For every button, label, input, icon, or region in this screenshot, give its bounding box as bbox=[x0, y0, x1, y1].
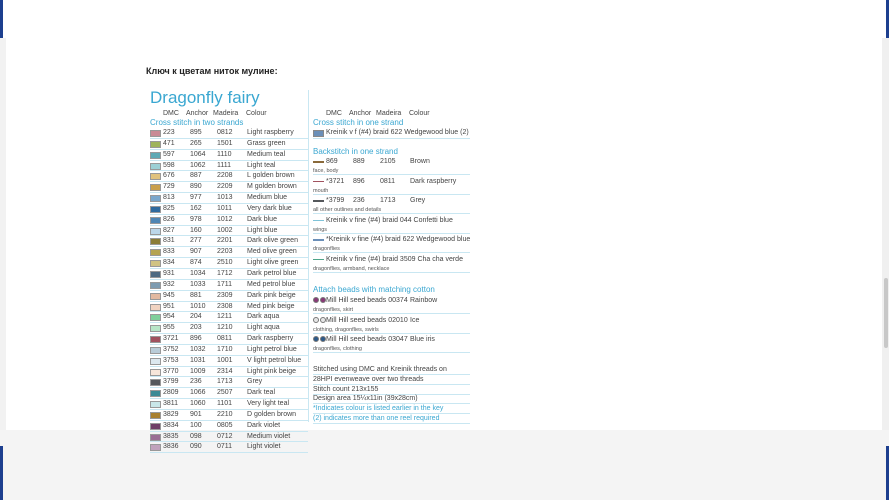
thread-row bbox=[150, 367, 308, 378]
usage-note: face, body bbox=[313, 168, 470, 175]
cross-one-subheading: Cross stitch in one strand bbox=[313, 118, 404, 127]
dmc-code: 954 bbox=[163, 313, 175, 321]
anchor-code: 907 bbox=[190, 248, 202, 256]
dmc-code: 825 bbox=[163, 204, 175, 212]
thread-swatch bbox=[150, 184, 161, 191]
anchor-code: 1032 bbox=[190, 345, 206, 353]
thread-swatch bbox=[150, 173, 161, 180]
thread-row bbox=[150, 182, 308, 193]
madeira-code: 1013 bbox=[217, 194, 233, 202]
thread-swatch bbox=[150, 336, 161, 343]
dmc-code: 3753 bbox=[163, 356, 179, 364]
dmc-code: 2809 bbox=[163, 389, 179, 397]
madeira-code: 0805 bbox=[217, 421, 233, 429]
backstitch-madeira: 2105 bbox=[380, 158, 396, 165]
kreinik-cross-row bbox=[313, 128, 470, 139]
anchor-code: 977 bbox=[190, 194, 202, 202]
thread-row bbox=[150, 312, 308, 323]
right-col-madeira: Madeira bbox=[376, 110, 402, 117]
usage-note: wings bbox=[313, 227, 470, 234]
thread-swatch bbox=[150, 444, 161, 451]
thread-swatch bbox=[150, 314, 161, 321]
backstitch-anchor: 889 bbox=[353, 158, 365, 165]
backstitch-dmc: *3721 bbox=[326, 177, 345, 185]
bead-row bbox=[313, 316, 470, 326]
colour-name: Light olive green bbox=[247, 259, 299, 267]
right-col-anchor: Anchor bbox=[349, 110, 372, 117]
madeira-code: 1501 bbox=[217, 139, 233, 147]
dmc-code: 3721 bbox=[163, 335, 179, 343]
right-col-colour: Colour bbox=[409, 110, 430, 117]
thread-row bbox=[150, 377, 308, 388]
madeira-code: 1001 bbox=[217, 356, 233, 364]
dmc-code: 471 bbox=[163, 139, 175, 147]
madeira-code: 1011 bbox=[217, 204, 233, 212]
bead-text: Mill Hill seed beads 00374 bbox=[326, 297, 408, 304]
thread-row bbox=[150, 150, 308, 161]
col-madeira: Madeira bbox=[213, 110, 239, 117]
backstitch-madeira: 0811 bbox=[380, 177, 396, 185]
thread-line-swatch bbox=[313, 259, 324, 261]
col-dmc: DMC bbox=[163, 110, 179, 117]
madeira-code: 2203 bbox=[217, 248, 233, 256]
thread-line-swatch bbox=[313, 220, 324, 222]
usage-note: clothing, dragonflies, swirls bbox=[313, 327, 470, 334]
footnote: *Indicates colour is listed earlier in the key bbox=[313, 404, 470, 414]
madeira-code: 1211 bbox=[217, 313, 233, 321]
colour-name: Grass green bbox=[247, 139, 286, 147]
backstitch-row bbox=[313, 177, 470, 187]
thread-row bbox=[150, 388, 308, 399]
thread-swatch bbox=[150, 271, 161, 278]
dmc-code: 729 bbox=[163, 183, 175, 191]
top-bar bbox=[0, 0, 889, 38]
column-divider bbox=[308, 90, 309, 422]
anchor-code: 896 bbox=[190, 335, 202, 343]
thread-swatch bbox=[150, 390, 161, 397]
thread-row bbox=[150, 128, 308, 139]
madeira-code: 0812 bbox=[217, 129, 233, 136]
backstitch-row bbox=[313, 157, 470, 167]
backstitch-subheading: Backstitch in one strand bbox=[313, 147, 398, 156]
kreinik-text: Kreinik v fine (#4) braid 3509 Cha cha verde bbox=[326, 255, 463, 263]
thread-row bbox=[150, 204, 308, 215]
dmc-code: 598 bbox=[163, 161, 175, 169]
usage-note: dragonflies, skirt bbox=[313, 307, 470, 314]
dmc-code: 3811 bbox=[163, 400, 179, 408]
thread-row bbox=[150, 432, 308, 443]
colour-name: Very dark blue bbox=[247, 204, 292, 212]
backstitch-madeira: 1713 bbox=[380, 197, 396, 204]
thread-line-swatch bbox=[313, 239, 324, 241]
thread-row bbox=[150, 247, 308, 258]
kreinik-backstitch-row bbox=[313, 235, 470, 245]
dmc-code: 932 bbox=[163, 280, 175, 288]
colour-name: Light pink beige bbox=[247, 367, 297, 375]
bead-name: Ice bbox=[410, 316, 420, 324]
thread-swatch bbox=[150, 325, 161, 332]
page-heading: Ключ к цветам ниток мулине: bbox=[146, 66, 278, 76]
colour-name: Dark aqua bbox=[247, 313, 280, 321]
bead-text: Mill Hill seed beads 03047 bbox=[326, 336, 408, 343]
colour-name: Medium violet bbox=[247, 432, 291, 440]
madeira-code: 1710 bbox=[217, 345, 233, 353]
bead-dot bbox=[313, 297, 319, 303]
madeira-code: 2308 bbox=[217, 302, 233, 310]
bead-row bbox=[313, 296, 470, 306]
usage-note: dragonflies bbox=[313, 246, 470, 253]
bead-text: Mill Hill seed beads 02010 bbox=[326, 316, 408, 324]
backstitch-anchor: 236 bbox=[353, 197, 365, 204]
anchor-code: 1062 bbox=[190, 161, 206, 169]
colour-name: V light petrol blue bbox=[247, 356, 302, 364]
info-line: Stitched using DMC and Kreinik threads on bbox=[313, 365, 470, 375]
left-subheading: Cross stitch in two strands bbox=[150, 118, 244, 127]
footnote: (2) indicates more than one reel required bbox=[313, 414, 470, 424]
dmc-code: 951 bbox=[163, 302, 175, 310]
anchor-code: 890 bbox=[190, 183, 202, 191]
bead-icon bbox=[313, 335, 327, 344]
thread-swatch bbox=[150, 369, 161, 376]
thread-swatch bbox=[150, 206, 161, 213]
colour-name: Dark blue bbox=[247, 215, 277, 223]
thread-row bbox=[150, 258, 308, 269]
colour-name: Med petrol blue bbox=[247, 280, 296, 288]
right-col-dmc: DMC bbox=[326, 110, 342, 117]
dmc-code: 955 bbox=[163, 324, 175, 332]
colour-name: Light blue bbox=[247, 226, 278, 234]
thread-row bbox=[150, 139, 308, 150]
madeira-code: 2507 bbox=[217, 389, 233, 397]
anchor-code: 978 bbox=[190, 215, 202, 223]
col-colour: Colour bbox=[246, 110, 267, 117]
colour-name: Dark olive green bbox=[247, 237, 298, 245]
madeira-code: 2201 bbox=[217, 237, 233, 245]
colour-name: Med pink beige bbox=[247, 302, 295, 310]
backstitch-name: Grey bbox=[410, 197, 426, 204]
anchor-code: 1066 bbox=[190, 389, 206, 397]
thread-swatch bbox=[150, 401, 161, 408]
thread-row bbox=[150, 323, 308, 334]
thread-line-swatch bbox=[313, 200, 324, 202]
colour-name: Dark violet bbox=[247, 421, 281, 429]
colour-name: Medium teal bbox=[247, 150, 286, 158]
dmc-code: 3829 bbox=[163, 410, 179, 418]
dmc-code: 831 bbox=[163, 237, 175, 245]
colour-name: Dark raspberry bbox=[247, 335, 294, 343]
anchor-code: 265 bbox=[190, 139, 202, 147]
thread-list bbox=[150, 128, 308, 453]
dmc-code: 223 bbox=[163, 129, 175, 136]
thread-row bbox=[150, 302, 308, 313]
thread-row bbox=[150, 345, 308, 356]
anchor-code: 203 bbox=[190, 324, 202, 332]
madeira-code: 2309 bbox=[217, 291, 233, 299]
backstitch-name: Dark raspberry bbox=[410, 177, 457, 185]
thread-row bbox=[150, 280, 308, 291]
madeira-code: 2208 bbox=[217, 172, 233, 180]
kreinik-text: *Kreinik v fine (#4) braid 622 Wedgewood blue bbox=[326, 236, 471, 243]
colour-name: Light aqua bbox=[247, 324, 280, 332]
thread-line-swatch bbox=[313, 181, 324, 183]
thread-row bbox=[150, 226, 308, 237]
madeira-code: 0712 bbox=[217, 432, 233, 440]
dmc-code: 833 bbox=[163, 248, 175, 256]
madeira-code: 0811 bbox=[217, 335, 233, 343]
colour-name: Grey bbox=[247, 378, 263, 386]
backstitch-dmc: 869 bbox=[326, 158, 338, 165]
thread-row bbox=[150, 291, 308, 302]
thread-row bbox=[150, 236, 308, 247]
anchor-code: 162 bbox=[190, 204, 202, 212]
thread-row bbox=[150, 356, 308, 367]
madeira-code: 0711 bbox=[217, 443, 233, 451]
dmc-code: 3752 bbox=[163, 345, 179, 353]
colour-name: Dark petrol blue bbox=[247, 269, 297, 277]
anchor-code: 1009 bbox=[190, 367, 206, 375]
usage-note: dragonflies, clothing bbox=[313, 346, 470, 353]
madeira-code: 1210 bbox=[217, 324, 233, 332]
colour-name: M golden brown bbox=[247, 183, 297, 191]
kreinik-cross-text: Kreinik v f (#4) braid 622 Wedgewood blue (2) bbox=[326, 129, 469, 136]
madeira-code: 2209 bbox=[217, 183, 233, 191]
madeira-code: 2314 bbox=[217, 367, 233, 375]
madeira-code: 1712 bbox=[217, 269, 233, 277]
anchor-code: 895 bbox=[190, 129, 202, 136]
bead-name: Rainbow bbox=[410, 297, 438, 304]
colour-name: Light teal bbox=[247, 161, 276, 169]
dmc-code: 3835 bbox=[163, 432, 179, 440]
info-line: Design area 15¼x11in (39x28cm) bbox=[313, 394, 470, 404]
left-accent bbox=[0, 0, 3, 38]
kreinik-backstitch-row bbox=[313, 216, 470, 226]
thread-swatch bbox=[150, 304, 161, 311]
thread-row bbox=[150, 269, 308, 280]
thread-swatch bbox=[150, 423, 161, 430]
bead-icon bbox=[313, 296, 327, 305]
bead-dot bbox=[313, 336, 319, 342]
anchor-code: 901 bbox=[190, 410, 202, 418]
thread-swatch bbox=[150, 141, 161, 148]
kreinik-text: Kreinik v fine (#4) braid 044 Confetti blue bbox=[326, 216, 453, 224]
thread-row bbox=[150, 334, 308, 345]
anchor-code: 090 bbox=[190, 443, 202, 451]
anchor-code: 881 bbox=[190, 291, 202, 299]
dmc-code: 826 bbox=[163, 215, 175, 223]
dmc-code: 827 bbox=[163, 226, 175, 234]
scrollbar[interactable] bbox=[882, 38, 889, 430]
dmc-code: 813 bbox=[163, 194, 175, 202]
thread-row bbox=[150, 410, 308, 421]
dmc-code: 931 bbox=[163, 269, 175, 277]
thread-swatch bbox=[150, 282, 161, 289]
anchor-code: 277 bbox=[190, 237, 202, 245]
bottom-left-accent bbox=[0, 446, 3, 500]
thread-row bbox=[150, 442, 308, 453]
backstitch-dmc: *3799 bbox=[326, 197, 345, 204]
thread-swatch bbox=[150, 217, 161, 224]
info-line: Stitch count 213x155 bbox=[313, 385, 470, 395]
kreinik-swatch bbox=[313, 130, 324, 137]
thread-swatch bbox=[150, 412, 161, 419]
thread-swatch bbox=[150, 195, 161, 202]
dmc-code: 3836 bbox=[163, 443, 179, 451]
scrollbar-thumb[interactable] bbox=[884, 278, 888, 348]
madeira-code: 2210 bbox=[217, 410, 233, 418]
dmc-code: 3834 bbox=[163, 421, 179, 429]
anchor-code: 236 bbox=[190, 378, 202, 386]
anchor-code: 098 bbox=[190, 432, 202, 440]
colour-name: Dark pink beige bbox=[247, 291, 296, 299]
colour-name: Light petrol blue bbox=[247, 345, 297, 353]
usage-note: mouth bbox=[313, 188, 470, 195]
backstitch-row bbox=[313, 196, 470, 206]
bottom-bar bbox=[0, 430, 889, 500]
thread-swatch bbox=[150, 152, 161, 159]
dmc-code: 3799 bbox=[163, 378, 179, 386]
madeira-code: 1002 bbox=[217, 226, 233, 234]
dmc-code: 597 bbox=[163, 150, 175, 158]
thread-swatch bbox=[150, 163, 161, 170]
thread-row bbox=[150, 399, 308, 410]
thread-line-swatch bbox=[313, 161, 324, 163]
thread-row bbox=[150, 215, 308, 226]
anchor-code: 887 bbox=[190, 172, 202, 180]
thread-row bbox=[150, 171, 308, 182]
thread-row bbox=[150, 161, 308, 172]
colour-name: Medium blue bbox=[247, 194, 288, 202]
thread-swatch bbox=[150, 358, 161, 365]
madeira-code: 2510 bbox=[217, 259, 233, 267]
madeira-code: 1101 bbox=[217, 400, 233, 408]
thread-swatch bbox=[150, 249, 161, 256]
colour-name: Med olive green bbox=[247, 248, 297, 256]
madeira-code: 1713 bbox=[217, 378, 233, 386]
thread-swatch bbox=[150, 293, 161, 300]
backstitch-name: Brown bbox=[410, 158, 430, 165]
anchor-code: 204 bbox=[190, 313, 202, 321]
thread-swatch bbox=[150, 347, 161, 354]
thread-swatch bbox=[150, 379, 161, 386]
colour-name: Dark teal bbox=[247, 389, 276, 397]
col-anchor: Anchor bbox=[186, 110, 209, 117]
anchor-code: 1034 bbox=[190, 269, 206, 277]
madeira-code: 1012 bbox=[217, 215, 233, 223]
beads-subheading: Attach beads with matching cotton bbox=[313, 285, 435, 294]
bead-row bbox=[313, 335, 470, 345]
anchor-code: 160 bbox=[190, 226, 202, 234]
thread-row bbox=[150, 421, 308, 432]
anchor-code: 1031 bbox=[190, 356, 206, 364]
anchor-code: 1010 bbox=[190, 302, 206, 310]
anchor-code: 1033 bbox=[190, 280, 206, 288]
anchor-code: 1060 bbox=[190, 400, 206, 408]
madeira-code: 1110 bbox=[217, 150, 232, 158]
madeira-code: 1711 bbox=[217, 280, 233, 288]
thread-row bbox=[150, 193, 308, 204]
usage-note: all other outlines and details bbox=[313, 207, 470, 214]
dmc-code: 834 bbox=[163, 259, 175, 267]
colour-name: Light violet bbox=[247, 443, 281, 451]
anchor-code: 874 bbox=[190, 259, 202, 267]
bead-dot bbox=[313, 317, 319, 323]
usage-note: dragonflies, armband, necklace bbox=[313, 266, 470, 273]
thread-swatch bbox=[150, 228, 161, 235]
thread-swatch bbox=[150, 260, 161, 267]
key-title: Dragonfly fairy bbox=[150, 88, 260, 107]
bead-name: Blue iris bbox=[410, 336, 435, 343]
anchor-code: 1064 bbox=[190, 150, 206, 158]
kreinik-backstitch-row bbox=[313, 255, 470, 265]
thread-swatch bbox=[150, 130, 161, 137]
backstitch-anchor: 896 bbox=[353, 177, 365, 185]
dmc-code: 3770 bbox=[163, 367, 179, 375]
anchor-code: 100 bbox=[190, 421, 202, 429]
dmc-code: 676 bbox=[163, 172, 175, 180]
thread-swatch bbox=[150, 434, 161, 441]
colour-name: Very light teal bbox=[247, 400, 290, 408]
colour-name: D golden brown bbox=[247, 410, 297, 418]
info-line: 28HPI evenweave over two threads bbox=[313, 375, 470, 385]
bead-icon bbox=[313, 316, 327, 325]
madeira-code: 1111 bbox=[217, 161, 232, 169]
colour-name: L golden brown bbox=[247, 172, 295, 180]
colour-name: Light raspberry bbox=[247, 129, 294, 136]
thread-swatch bbox=[150, 238, 161, 245]
dmc-code: 945 bbox=[163, 291, 175, 299]
